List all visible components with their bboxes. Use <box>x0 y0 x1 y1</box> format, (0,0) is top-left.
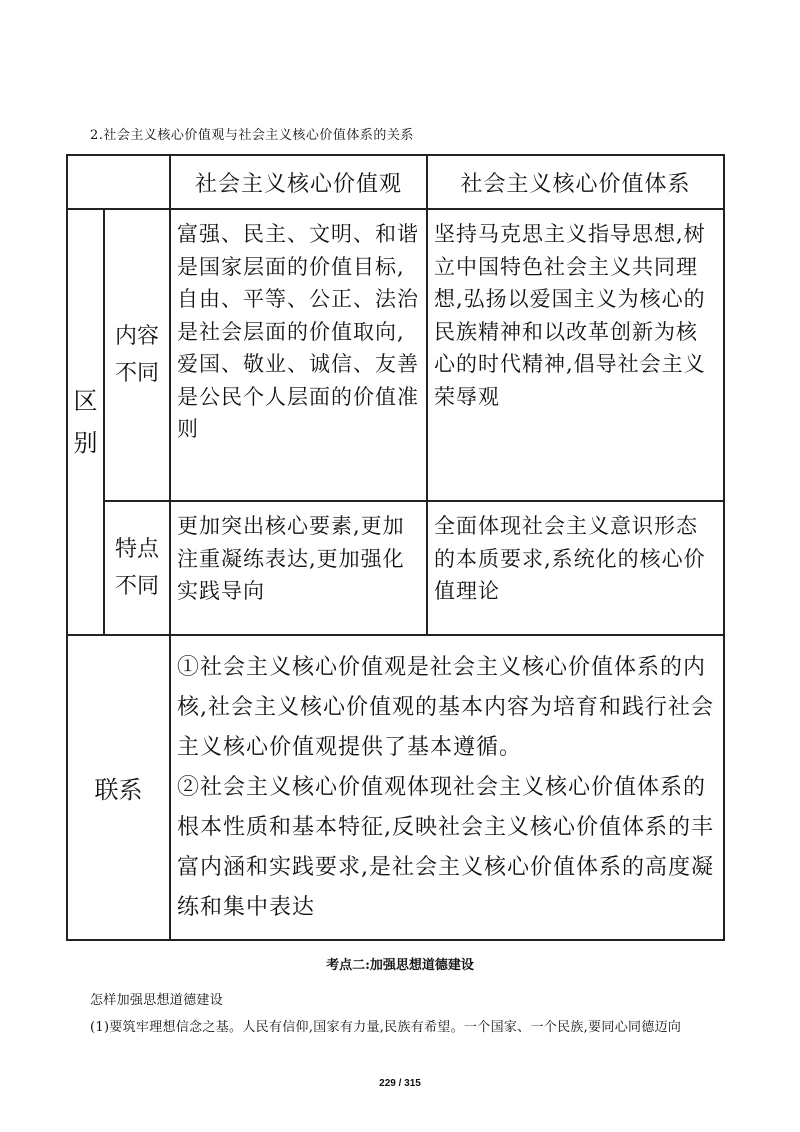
table-row <box>67 635 724 940</box>
content-label <box>104 209 170 501</box>
table-row <box>67 501 724 635</box>
paragraph-1: 怎样加强思想道德建设 <box>90 993 224 1008</box>
link-text-2: ②社会主义核心价值观体现社会主义核心价值体系的根本性质和基本特征,反映社会主义核心价值体系的丰富内涵和实践要求,是社会主义核心价值体系的高度凝练和集中表达 <box>177 774 714 920</box>
link-text-1: ①社会主义核心价值观是社会主义核心价值体系的内核,社会主义核心价值观的基本内容为培育和践行社会主义核心价值观提供了基本遵循。 <box>177 654 714 760</box>
content-col1: 富强、民主、文明、和谐是国家层面的价值目标,自由、平等、公正、法治是社会层面的价值取向,爱国、敬业、诚信、友善是公民个人层面的价值准则 <box>170 209 427 501</box>
section-subtitle: 考点二:加强思想道德建设 <box>326 958 474 973</box>
diff-label <box>67 209 104 635</box>
col1-header: 社会主义核心价值观 <box>170 155 427 209</box>
page-number: 229 / 315 <box>379 1078 421 1089</box>
table-row <box>67 209 724 501</box>
feature-label-text: 特点不同 <box>114 537 159 599</box>
feature-col2: 全面体现社会主义意识形态的本质要求,系统化的核心价值理论 <box>427 501 724 635</box>
col2-header: 社会主义核心价值体系 <box>427 155 724 209</box>
feature-col1: 更加突出核心要素,更加注重凝练表达,更加强化实践导向 <box>170 501 427 635</box>
link-cell <box>170 635 724 940</box>
link-label: 联系 <box>67 635 170 940</box>
comparison-table <box>66 154 725 941</box>
paragraph-2: (1)要筑牢理想信念之基。人民有信仰,国家有力量,民族有希望。一个国家、一个民族,要同心同德迈向 <box>90 1020 682 1035</box>
feature-label <box>104 501 170 635</box>
corner-cell <box>67 155 170 209</box>
section-heading: 2.社会主义核心价值观与社会主义核心价值体系的关系 <box>90 128 414 143</box>
content-label-text: 内容不同 <box>114 324 159 386</box>
table-header-row <box>67 155 724 209</box>
diff-label-text: 区别 <box>73 387 98 457</box>
content-col2: 坚持马克思主义指导思想,树立中国特色社会主义共同理想,弘扬以爱国主义为核心的民族精神和以改革创新为核心的时代精神,倡导社会主义荣辱观 <box>427 209 724 501</box>
